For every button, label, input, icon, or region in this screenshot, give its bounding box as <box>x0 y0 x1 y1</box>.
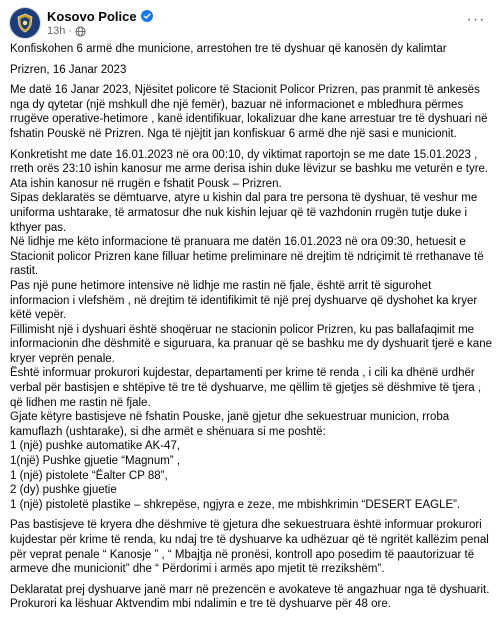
post-text-line: Gjate këtyre bastisjeve në fshatin Pouske, janë gjetur dhe sekuestruar municion, rroba kamuflazh (ushtarake), si dhe armët e shënuara si me poshtë: <box>10 411 450 438</box>
post-text-line: Pas një pune hetimore intensive në lidhje me rastin në fjale, është arrit të sigurohet informacion i vlefshëm , në drejtim të identifikimit të një prej dyshuarve që dyshohet ka kryer këtë vepër. <box>10 279 478 322</box>
post-text-line: 2 (dy) pushke gjuetie <box>10 484 117 497</box>
post-text-line: Ata ishin kanosur në rrugën e fshatit Pousk – Prizren. <box>10 177 282 190</box>
post-body <box>10 42 492 618</box>
post-text-line: Konkretisht me date 16.01.2023 në ora 00:10, dy viktimat raportojn se me date 15.01.2023 , rreth orës 23:10 ishin kanosur me arme derisa ishin duke lëvizur se bashku me veturën e tyre. <box>10 148 489 176</box>
post-text-line: 1 (një) pistolete “Ëalter CP 88”, <box>10 469 168 482</box>
post-paragraph <box>10 83 492 141</box>
more-options-icon[interactable]: ··· <box>466 11 486 28</box>
post-text-line: Deklaratat prej dyshuarve janë marr në prezencën e avokateve të angazhuar nga të dyshuarit. <box>10 583 490 596</box>
post-meta <box>47 9 153 38</box>
post-text-line: Prizren, 16 Janar 2023 <box>10 63 127 76</box>
post-text-line: Fillimisht një i dyshuari është shoqëruar ne stacionin policor Prizren, ku pas ballafaqimit me informacionin dhe dëshmitë e siguruara, ka pranuar që se bashku me dy dyshuarit tjerë e kane kryer veprën penale. <box>10 323 492 365</box>
post-text-line: Prokurori ka lëshuar Aktvendim mbi ndalimin e tre të dyshuarve për 48 ore. <box>10 598 391 611</box>
post-text-line: Me datë 16 Janar 2023, Njësitet policore të Stacionit Policor Prizren, pas pranmit të ankesës nga dy qytetar (një mshkull dhe një femër), bazuar në informacionet e mbledhura përmes rrugëve operative-hetimore , kanë identifikuar, lokalizuar dhe kane arrestuar tre të dyshuari në fshatin Pouskë në Prizren. Nga të njëjtit jan konfiskuar 6 armë dhe një sasi e municionit. <box>10 84 488 140</box>
post-time[interactable]: 13h <box>47 24 66 37</box>
globe-icon <box>75 26 86 37</box>
post-text-line: Konfiskohen 6 armë dhe municione, arrestohen tre të dyshuar që kanosën dy kalimtar <box>10 43 447 55</box>
post-paragraph <box>10 42 492 57</box>
police-badge-icon <box>14 12 36 34</box>
post-text-line: 1 (një) pistoletë plastike – shkrepëse, ngjyra e zeze, me mbishkrimin “DESERT EAGLE”. <box>10 498 461 511</box>
post-paragraph <box>10 63 492 78</box>
post-text-line: Sipas deklaratës se dëmtuarve, atyre u kishin dal para tre persona të dyshuar, të veshur me uniforma ushtarake, të armatosur dhe nuk kishin lejuar që të vazhdonin rrugën tutje duke i kthyer pas. <box>10 192 478 234</box>
post-header <box>10 6 153 40</box>
author-name[interactable]: Kosovo Police <box>47 8 137 24</box>
separator-dot: · <box>68 24 73 37</box>
avatar[interactable] <box>10 8 40 38</box>
timestamp-row <box>47 25 153 38</box>
post-text-line: Në lidhje me këto informacione të pranuara me datën 16.01.2023 në ora 09:30, hetuesit e Stacionit policor Prizren kane filluar hetime preliminare në drejtim të ndriçimit të rrethanave të rastit. <box>10 236 484 278</box>
verified-badge-icon <box>141 10 153 22</box>
author-row <box>47 9 153 24</box>
post-text-line: 1(një) Pushke gjuetie “Magnum” , <box>10 455 181 468</box>
post-paragraph <box>10 148 492 513</box>
post-text-line: 1 (një) pushke automatike AK-47, <box>10 440 181 453</box>
post-paragraph <box>10 518 492 576</box>
post-text-line: Pas bastisjeve të kryera dhe dëshmive të gjetura dhe sekuestruara është informuar prokurori kujdestar për krime të renda, ku ndaj tre të dyshuarve ka udhëzuar që të ngritët kallëzim penal për veprat penale “ Kanosje ” , “ Mbajtja në pronësi, kontroll apo posedim të paautorizuar të armeve dhe municionit” dhe “ Përdorimi i armës apo mjetit të rrezikshëm”. <box>10 519 489 576</box>
post-text-line: Është informuar prokurori kujdestar, departamenti per krime të renda , i cili ka dhënë urdhër verbal për bastisjen e shtëpive të tre të dyshuarve, me qëllim të gjetjes së dëshmive të tjera , që lidhen me rastin në fjale. <box>10 367 482 409</box>
post-paragraph <box>10 583 492 612</box>
